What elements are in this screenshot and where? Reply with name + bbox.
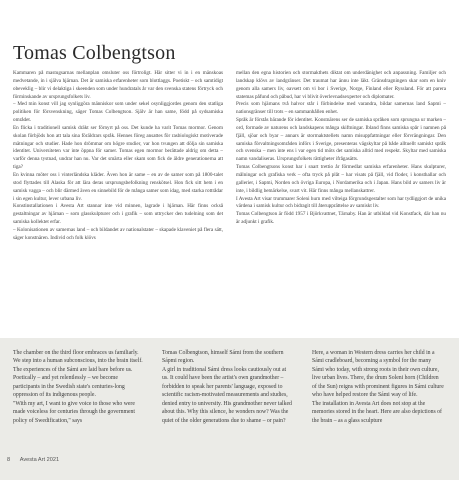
english-column-1 — [13, 349, 145, 425]
paragraph: Tomas Colbengtson är född 1957 i Björkvattnet, Tärnaby. Han är utbildad vid Konstfack, där han nu är adjunkt i grafik. — [236, 211, 446, 226]
paragraph: Tomas Colbengtsons konst har i snart trettio år förmedlat samiska erfarenheter. Hans skulpturer, målningar och grafiska verk – ofta tryck på plåt – har visats på fjäll, vid floder, i konsthallar och gallerier, i Sapmi, Norden och övriga Europa, i Nordamerika och i Japan. Hans bild av samers liv är inte, i bildlig bemärkelse, svart vit. Här finns många mellanskattrer. — [236, 164, 446, 194]
swedish-column-left — [13, 70, 223, 325]
english-column-2 — [162, 349, 294, 425]
swedish-column-right — [236, 70, 446, 295]
paragraph: Tomas Colbengtson, himself Sámi from the southern Sápmi region. — [162, 350, 284, 365]
paragraph: – Med min konst vill jag synliggöra människor som under sekel osynliggjordes genom den statliga politiken för försvenskning, säger Tomas Colbengtson. Själv är han same, född på sydsamiska området. — [13, 101, 223, 124]
paragraph: Here, a woman in Western dress carries her child in a Sámi cradleboard, becoming a symbol for the many Sámi who today, with strong roots in their own culture, live urban lives. There, the drum Soleni horn (Children of the Sun) reigns with prominent figures in Sámi culture who have helped restore the Sámi way of life. — [312, 350, 444, 399]
paragraph: I Avesta Art visar trummarer Soleni hurn med vilteiga förgrundsgestalter som har tydliggjort de unika värdena i samisk kultur och bidragit till återupprättelse av samiskt liv. — [236, 195, 446, 210]
english-column-3 — [312, 349, 444, 425]
paragraph: En kvinna möter oss i vinterländska kläder. Även hon är same – en av de samer som på 1800-talet stod flyttades till Alaska för att lära deras ursprungsbefolkning renskötsel. Hon fick sitt hem i en samisk vagga – och blir därmed även en sinnebild för de många samer som idag, med starka rottrådar i sin egen kultur, lever urbana liv. — [13, 171, 223, 202]
page-footer — [7, 457, 59, 463]
publication-name: Avesta Art 2021 — [19, 457, 60, 463]
paragraph: "With my art, I want to give voice to those who were made voiceless for centuries through the government policy of Swedification," says — [13, 400, 135, 424]
article-title: Tomas Colbengtson — [13, 42, 176, 64]
paragraph: A girl in traditional Sámi dress looks cautiously out at us. It could have been the artist's own grandmother – forbidden to speak her parents' language, exposed to scientific racism-motivated measurements and studies, denied entry to university. His grandmother never talked about this. Why this silence, he wonders now? Was the quiet of the older generations due to shame – or pain? — [162, 366, 292, 424]
paragraph: mellan den egna historien och stormakthets diktat om underdänighet och anpassning. Familjer och landskap klövs av landgränser. Det traumat har ännu inte läkt. Gränsdragningen skar som en kniv genom alla samers liv, oavsett om vi bor i Sverige, Norge, Finland eller Ryssland. För att parera statemas påfund och påbud, har vi blivit överlevnadsexperter och diplomater. — [236, 70, 446, 100]
paragraph: En flicka i traditionell samisk dräkt ser förnyrt på oss. Det kunde ha varit Tomas mormor. Genom skolan förbjöds hon att tala sina föräldrars språk. Hennes föreg ansattes för rasbiologiskt motiverade mätningar och studier. Hade hon drömmar om högre studier, var hon tvungen att dölja sin samiska identitet. Universiteten var inte öppna för samer. Tomas egen mormor berättade aldrig om detta – varför denna tystnad, undrar han nu. Var det smärta eller skam som fick de äldre generationerna att tiga? — [13, 124, 223, 171]
paragraph: – Kolonisationen av samernas land – och bildandet av nationalstater – skapade klaveniet på flera sätt, säger konstnären. Individ och folk klövs — [13, 226, 223, 241]
paragraph: The installation in Avesta Art does not stop at the memories stored in the heart. Here are also depictions of the brain – as a glass sculpture — [312, 400, 442, 424]
paragraph: Konstinstallationen i Avesta Art stannar inte vid minnen, lagrade i hjärnan. Här finns också gestaltningar av hjärnan – som glasskulpturer och i grafik – som uttrycker den tudelning som det samiska kollektet erfar. — [13, 203, 223, 226]
paragraph: Precis som hjärnans två halvor står i förbindelse med varandra, bildar samernas land Sapmi – nationsgränser till trots – en sammanhållen enhet. — [236, 101, 446, 116]
paragraph: Kammaren på mastugsarnas mellanplan omsluter oss förtroligt. Här sitter vi in i en mänskoas medvetande, in i själva hjärnan. Det är samiska erfarenheter som blottlaggs. Poetiskt – och samtidigt obeveklig – blir vi delaktiga i skeenden som under hundratals år var den svenska statens förtryck och förminskande av ursprungsfolkets liv. — [13, 70, 223, 100]
paragraph: The chamber on the third floor embraces us familiarly. We step into a human subconscious, into the brain itself. The experiences of the Sámi are laid bare before us. Poetically – and yet relentlessly – we become participants in the Swedish state's centuries-long oppression of its indigenous people. — [13, 350, 143, 399]
page-number: 8 — [7, 457, 11, 463]
paragraph: Språk är förstås bärande för identitet. Konstnärens ser de samiska språken som sprungna ur marken – ord, formade av naturens och landskapens många skiftningar. Ibland finns samiska spår i namnen på fjäll, sjöar och byar – annars är stormaktstellets namn misuppfattningar eller förvrängningar. Den samiska förvaltningsområden införs i Sverige, presenteras vägskyltar på både alltuellt samiskt språk och svenska – men inte ens i var egen tid möts det samiska alltid med respekt. Skyltar med samiska namn vandaliseras. Ursprungsfolkets rättigheter ifrågasätts. — [236, 117, 446, 163]
